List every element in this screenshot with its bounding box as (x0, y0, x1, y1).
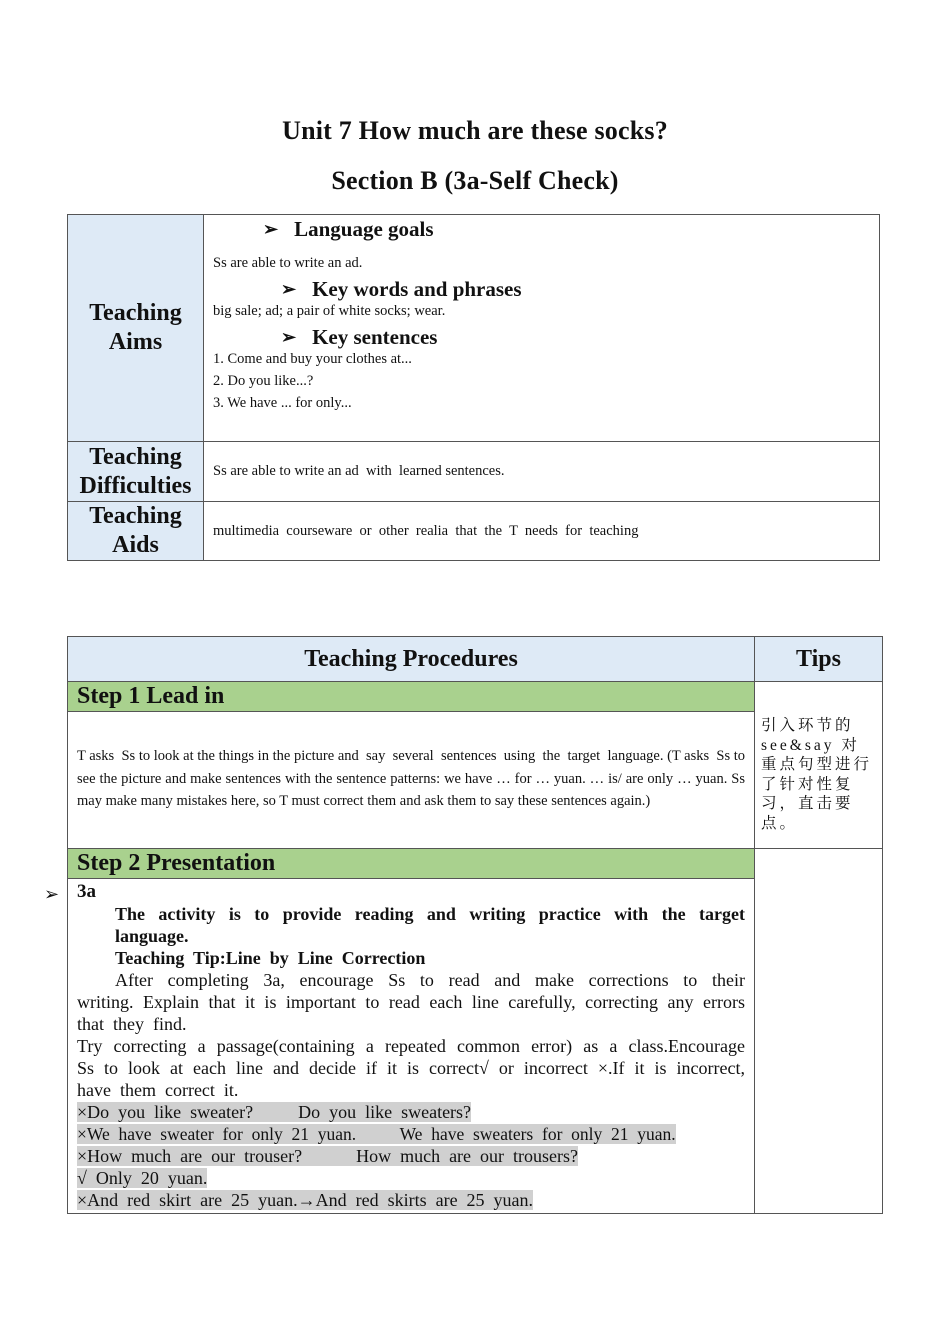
step2-title-row (68, 849, 883, 879)
procedures-header: Teaching Procedures (68, 637, 755, 682)
document-title: Unit 7 How much are these socks? (282, 116, 668, 145)
key-sentences-heading: ➢ Key sentences (281, 324, 438, 349)
example-line: ×How much are our trouser? How much are our trousers? (77, 1146, 579, 1166)
language-goals-heading: ➢ Language goals (263, 217, 434, 241)
arrow-bullet-icon: ➢ (263, 219, 279, 239)
key-words-text: big sale; ad; a pair of white socks; wear. (213, 303, 446, 319)
example-line: √ Only 20 yuan. (77, 1168, 208, 1188)
activity-purpose: The activity is to provide reading and writing practice with the target language. (115, 904, 754, 946)
step2-title: Step 2 Presentation (68, 849, 755, 879)
procedures-table (67, 636, 883, 1214)
arrow-bullet-icon: ➢ (281, 278, 297, 299)
step1-tip: 引入环节的see&say 对重点句型进行了针对性复习，直击要点。 (755, 682, 883, 849)
step1-title-row (68, 682, 883, 712)
document-subtitle: Section B (3a-Self Check) (331, 166, 619, 195)
key-sentence-item: 2. Do you like...? (213, 373, 314, 389)
aids-label: Teaching Aids (68, 502, 204, 561)
language-goals-text: Ss are able to write an ad. (213, 255, 363, 271)
difficulties-row (68, 442, 880, 502)
key-sentence-item: 1. Come and buy your clothes at... (213, 351, 412, 367)
aids-text: multimedia courseware or other realia that the T needs for teaching (204, 502, 880, 561)
arrow-bullet-icon: ➢ (44, 884, 60, 904)
key-words-heading: ➢ Key words and phrases (281, 276, 522, 301)
aids-row (68, 502, 880, 561)
teaching-tip: Teaching Tip:Line by Line Correction (115, 948, 426, 968)
difficulties-label: Teaching Difficulties (68, 442, 204, 502)
tips-header: Tips (755, 637, 883, 682)
aims-content (204, 215, 880, 442)
step2-tip (755, 849, 883, 1214)
example-line: ×And red skirt are 25 yuan.→And red skirts are 25 yuan. (77, 1190, 534, 1210)
step1-text: T asks Ss to look at the things in the picture and say several sentences using the target language. (T asks Ss to see the picture and make sentences with the sentence patterns: we have … for … yuan. … is/ are only … yuan. Ss may make many mistakes here, so T must correct them and ask them to say these sentences again.) (68, 712, 755, 849)
key-sentence-item: 3. We have ... for only... (213, 395, 352, 411)
teaching-info-table (67, 214, 880, 561)
difficulties-text: Ss are able to write an ad with learned sentences. (204, 442, 880, 502)
step2-subsection: 3a (77, 881, 96, 902)
instruction-paragraph: After completing 3a, encourage Ss to read and make corrections to their writing. Explain that it is important to read each line carefully, correcting any errors that they find. (77, 970, 754, 1034)
step2-body (68, 879, 755, 1214)
arrow-bullet-icon: ➢ (281, 326, 297, 347)
aims-row (68, 215, 880, 442)
instruction-paragraph: Try correcting a passage(containing a repeated common error) as a class.Encourage Ss to look at each line and decide if it is correct√ or incorrect ×.If it is incorrect, have them correct it. (77, 1036, 754, 1100)
example-line: ×Do you like sweater? Do you like sweaters? (77, 1102, 472, 1122)
aims-label: Teaching Aims (68, 215, 204, 442)
example-line: ×We have sweater for only 21 yuan. We have sweaters for only 21 yuan. (77, 1124, 676, 1144)
step1-title: Step 1 Lead in (68, 682, 755, 712)
procedures-header-row (68, 637, 883, 682)
